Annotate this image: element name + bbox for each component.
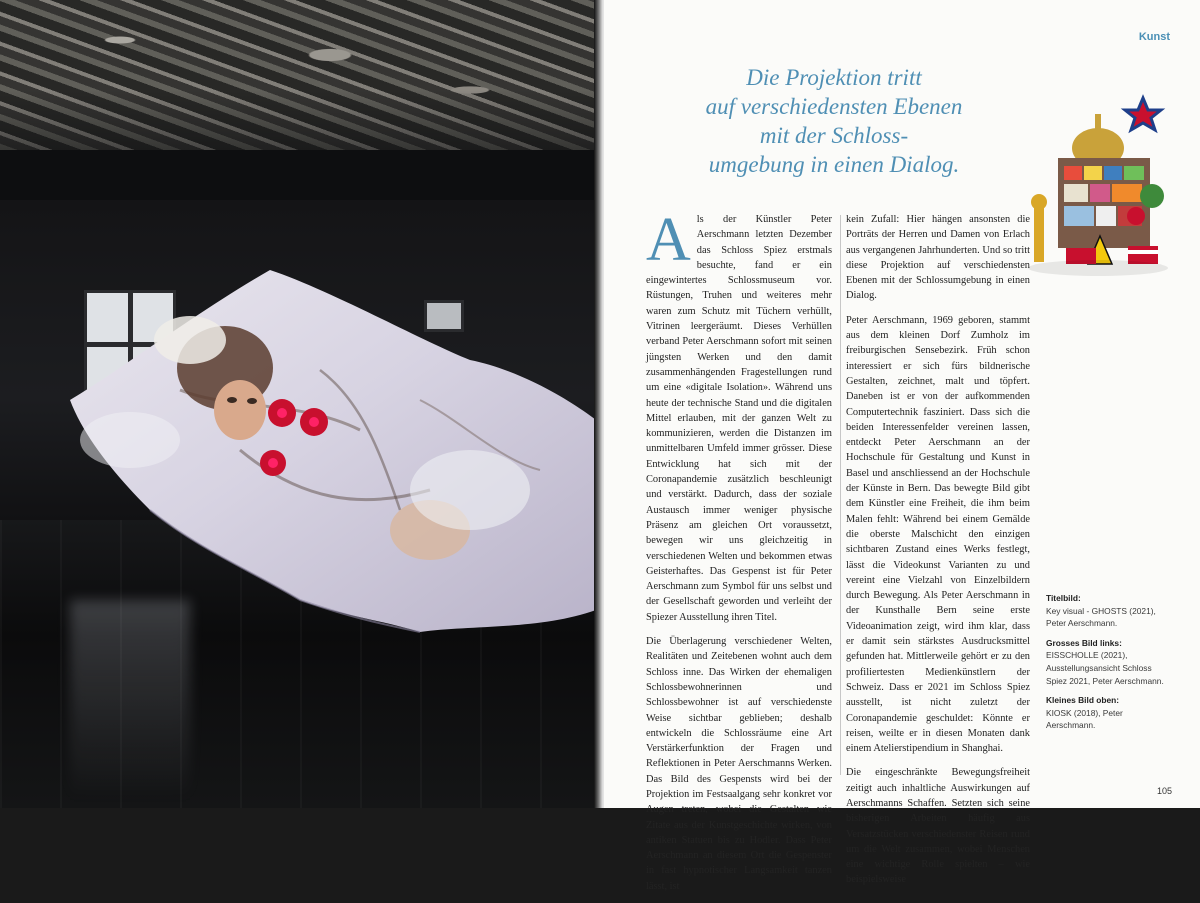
pull-quote-line: auf verschiedensten Ebenen <box>705 94 963 119</box>
paragraph: Die eingeschränkte Bewegungsfreiheit zeitigt auch inhaltliche Auswirkungen auf Aerschmanns Schaffen. Setzten sich seine bisherigen Arbeiten häufig aus Versatzstücken verschiedenster Reisen rund um die Welt zusammen, wobei Menschen eine wichtige Rolle spielten – wie beispielsweise <box>846 767 1030 886</box>
image-captions <box>1046 592 1166 739</box>
caption-heading: Titelbild: <box>1046 593 1081 603</box>
column-divider <box>840 215 841 775</box>
caption-text: EISSCHOLLE (2021), Ausstellungsansicht Schloss Spiez 2021, Peter Aerschmann. <box>1046 650 1164 686</box>
caption-title-image <box>1046 592 1166 630</box>
exhibition-photo <box>0 0 596 808</box>
article-page <box>604 0 1200 892</box>
drop-cap: A <box>646 206 691 274</box>
draped-cloth-sculpture <box>0 250 596 650</box>
kiosk-artwork-image <box>1018 96 1178 281</box>
pull-quote-line: mit der Schloss- <box>759 123 909 148</box>
caption-text: Key visual - GHOSTS (2021), Peter Aerschmann. <box>1046 605 1156 629</box>
paragraph <box>646 206 832 625</box>
caption-heading: Grosses Bild links: <box>1046 637 1122 648</box>
pull-quote-line: umgebung in einen Dialog. <box>708 152 960 177</box>
paragraph: kein Zufall: Hier hängen ansonsten die Porträts der Herren und Damen von Erlach aus vergangenen Jahrhunderten. Und so tritt diese Projektion auf verschiedensten Ebenen mit der Schlossumgebung in einen Dialog. <box>846 214 1030 302</box>
section-tag: Kunst <box>1138 31 1170 43</box>
article-column-2 <box>846 212 1030 897</box>
caption-text: KIOSK (2018), Peter Aerschmann. <box>1046 707 1123 731</box>
paragraph: Die Überlagerung verschiedener Welten, Realitäten und Zeitebenen wohnt auch dem Schloss inne. Das Wirken der ehemaligen Schlossbewohnerinnen und Schlossbewohner ist auf verschiedenste Weise sichtbar geblieben; deshalb entwickeln die Schlossräume eine Art Verstärkerfunktion der Fragen und Reflektionen in Peter Aerschmanns Werken. Das Bild des Gespensts wird bei der Projektion im Festsaalgang sehr konkret vor Augen treten, wobei die Gestalten wie Zitate aus der Kunstgeschichte wirken, von antiken Statuen bis zu Hodler. Dass Peter Aerschmann an diesem Ort die Gespenster in fast hypnotischer Langsamkeit tanzen lässt, ist <box>646 636 832 892</box>
pull-quote <box>684 63 984 179</box>
caption-heading: Kleines Bild oben: <box>1046 695 1120 706</box>
article-column-1 <box>646 206 832 903</box>
paragraph: Peter Aerschmann, 1969 geboren, stammt aus dem kleinen Dorf Zumholz im freiburgischen Sensebezirk. Früh schon interessiert er sich fürs bildnerische Gestalten, zeichnet, malt und töpfert. Daneben ist er von der aufkommenden Computertechnik fasziniert. Dass sich die beiden Interessenfelder vereinen lassen, entdeckt Peter Aerschmann an der Hochschule für Gestaltung und Kunst in Basel und anschliessend an der Hochschule der Künste in Bern. Das bewegte Bild gibt dem Künstler eine Freiheit, die ihm beim Malen fehlt: Während bei einem Gemälde die oberste Malschicht den einzigen sichtbaren Zustand eines Werks festlegt, lässt die Videokunst Varianten zu und vereint eine Vielzahl von Einzelbildern durch Bewegung. Als Peter Aerschmann in der Kunsthalle Bern seine erste Videoanimation zeigt, wird ihm klar, dass er damit sein stärkstes Ausdrucksmittel gefunden hat. Mittlerweile gehört er zu den profiliertesten Medienkünstlern der Schweiz. Dass er 2021 im Schloss Spiez ausstellt, ist nicht zuletzt der Coronapandemie geschuldet: Könnte er reisen, weilte er in diesen Monaten dank einem Atelierstipendium in Shanghai. <box>846 314 1030 755</box>
paragraph-text: ls der Künstler Peter Aerschmann letzten Dezember das Schloss Spiez erstmals besuchte, fand er ein eingewintertes Schlossmuseum vor. Rüstungen, Truhen und weiteres mehr waren zum Schutz mit Tüchern verhüllt, Vitrinen leergeräumt. Dieses Verhüllen verband Peter Aerschmann sofort mit seinen jüngsten Werken und den damit zusammenhängenden Fragestellungen rund um eine «digitale Isolation». Während uns heute der technische Stand und die digitalen Mittel erlauben, mit der ganzen Welt zu kommunizieren, werden die Distanzen im unmittelbaren Umfeld immer grösser. Diese Entwicklung hat sich mit der Coronapandemie zusätzlich beschleunigt und verstärkt. Dadurch, dass der soziale Austausch immer weniger physische Präsenz am gleichen Ort voraussetzt, bewegen wir uns gleichzeitig in verschiedenen Welten und bekommen etwas Geisterhaftes. Das Gespenst ist für Peter Aerschmann zum Symbol für uns selbst und der Gesellschaft geworden und verleiht der Spiezer Ausstellung ihren Titel. <box>646 214 832 623</box>
caption-small-image <box>1046 694 1166 732</box>
pull-quote-line: Die Projektion tritt <box>746 65 922 90</box>
page-number: 105 <box>1156 786 1172 796</box>
caption-large-image <box>1046 637 1166 687</box>
